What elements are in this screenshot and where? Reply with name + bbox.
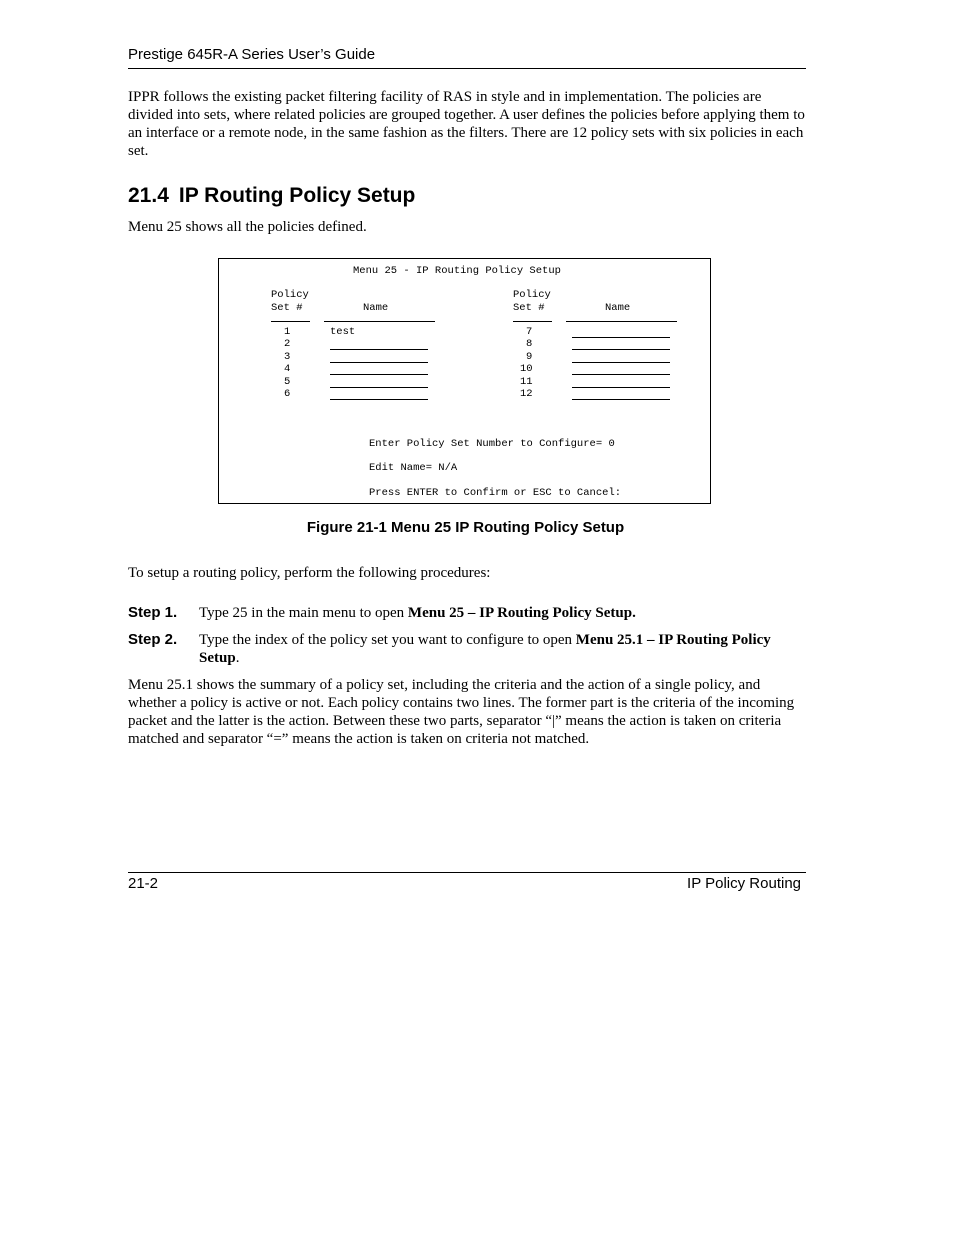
right-col-name-header: Name (605, 302, 631, 314)
footer-rule (128, 872, 806, 873)
left-row-5-num: 5 (284, 376, 291, 388)
step-1-text (199, 604, 806, 622)
right-row-8-num: 8 (526, 338, 533, 350)
left-row-3-name-field (330, 362, 428, 363)
right-row-9-name-field (572, 362, 670, 363)
left-row-4-num: 4 (284, 363, 291, 375)
left-row-1-name: test (330, 326, 356, 338)
prompt-confirm: Press ENTER to Confirm or ESC to Cancel: (369, 487, 622, 499)
left-row-2-name-field (330, 349, 428, 350)
footer-page-number: 21-2 (128, 875, 159, 892)
right-row-9-num: 9 (526, 351, 533, 363)
right-row-7-name-field (572, 337, 670, 338)
left-row-4-name-field (330, 374, 428, 375)
step-2-body: Type the index of the policy set you want to configure to open (199, 632, 576, 648)
left-name-divider (324, 321, 435, 322)
section-heading (128, 182, 415, 210)
step-2-menu-ref: Menu 25.1 – IP Routing Policy Setup (199, 632, 771, 666)
left-col-name-header: Name (363, 302, 389, 314)
step-1-menu-ref: Menu 25 – IP Routing Policy Setup. (407, 605, 636, 621)
figure-caption: Figure 21-1 Menu 25 IP Routing Policy Setup (306, 519, 625, 536)
step-1-label: Step 1. (128, 604, 178, 621)
right-row-11-name-field (572, 387, 670, 388)
running-header: Prestige 645R-A Series User’s Guide (128, 46, 376, 63)
left-col-set-header: Set # (271, 302, 303, 314)
step-2-text (199, 631, 806, 667)
left-row-5-name-field (330, 387, 428, 388)
step-1-body: Type 25 in the main menu to open (199, 605, 408, 621)
left-row-1-num: 1 (284, 326, 291, 338)
left-row-6-name-field (330, 399, 428, 400)
right-row-8-name-field (572, 349, 670, 350)
right-row-12-name-field (572, 399, 670, 400)
right-row-10-name-field (572, 374, 670, 375)
left-row-2-num: 2 (284, 338, 291, 350)
left-row-6-num: 6 (284, 388, 291, 400)
procedures-paragraph: To setup a routing policy, perform the following procedures: (128, 565, 491, 581)
left-set-divider (271, 321, 310, 322)
section-title: IP Routing Policy Setup (178, 184, 416, 207)
menu251-paragraph: Menu 25.1 shows the summary of a policy set, including the criteria and the action of a single policy, and whether a policy is active or not. Each policy contains two lines. The former part is the criteria of the incoming packet and the latter is the action. Between these two parts, separator “|” means the action is taken on criteria matched and separator “=” means the action is taken on criteria not matched. (128, 677, 795, 747)
header-rule (128, 68, 806, 69)
step-2-label: Step 2. (128, 631, 178, 648)
right-row-12-num: 12 (520, 388, 533, 400)
intro-paragraph: IPPR follows the existing packet filtering facility of RAS in style and in implementation. The policies are divided into sets, where related policies are grouped together. A user defines the policies before applying them to an interface or a remote node, in the same fashion as the filters. There are 12 policy sets with six policies in each set. (128, 89, 805, 159)
prompt-edit-name: Edit Name= N/A (369, 462, 458, 474)
section-number: 21.4 (128, 184, 169, 207)
screen-title: Menu 25 - IP Routing Policy Setup (353, 265, 561, 277)
right-row-7-num: 7 (526, 326, 533, 338)
menu25-paragraph: Menu 25 shows all the policies defined. (128, 219, 367, 235)
left-col-policy-header: Policy (271, 289, 309, 301)
left-row-3-num: 3 (284, 351, 291, 363)
right-row-11-num: 11 (520, 376, 533, 388)
step-2-tail: . (235, 650, 240, 666)
right-name-divider (566, 321, 677, 322)
right-row-10-num: 10 (520, 363, 533, 375)
right-col-set-header: Set # (513, 302, 545, 314)
right-set-divider (513, 321, 552, 322)
footer-chapter: IP Policy Routing (687, 875, 801, 892)
right-col-policy-header: Policy (513, 289, 551, 301)
prompt-configure: Enter Policy Set Number to Configure= 0 (369, 438, 615, 450)
